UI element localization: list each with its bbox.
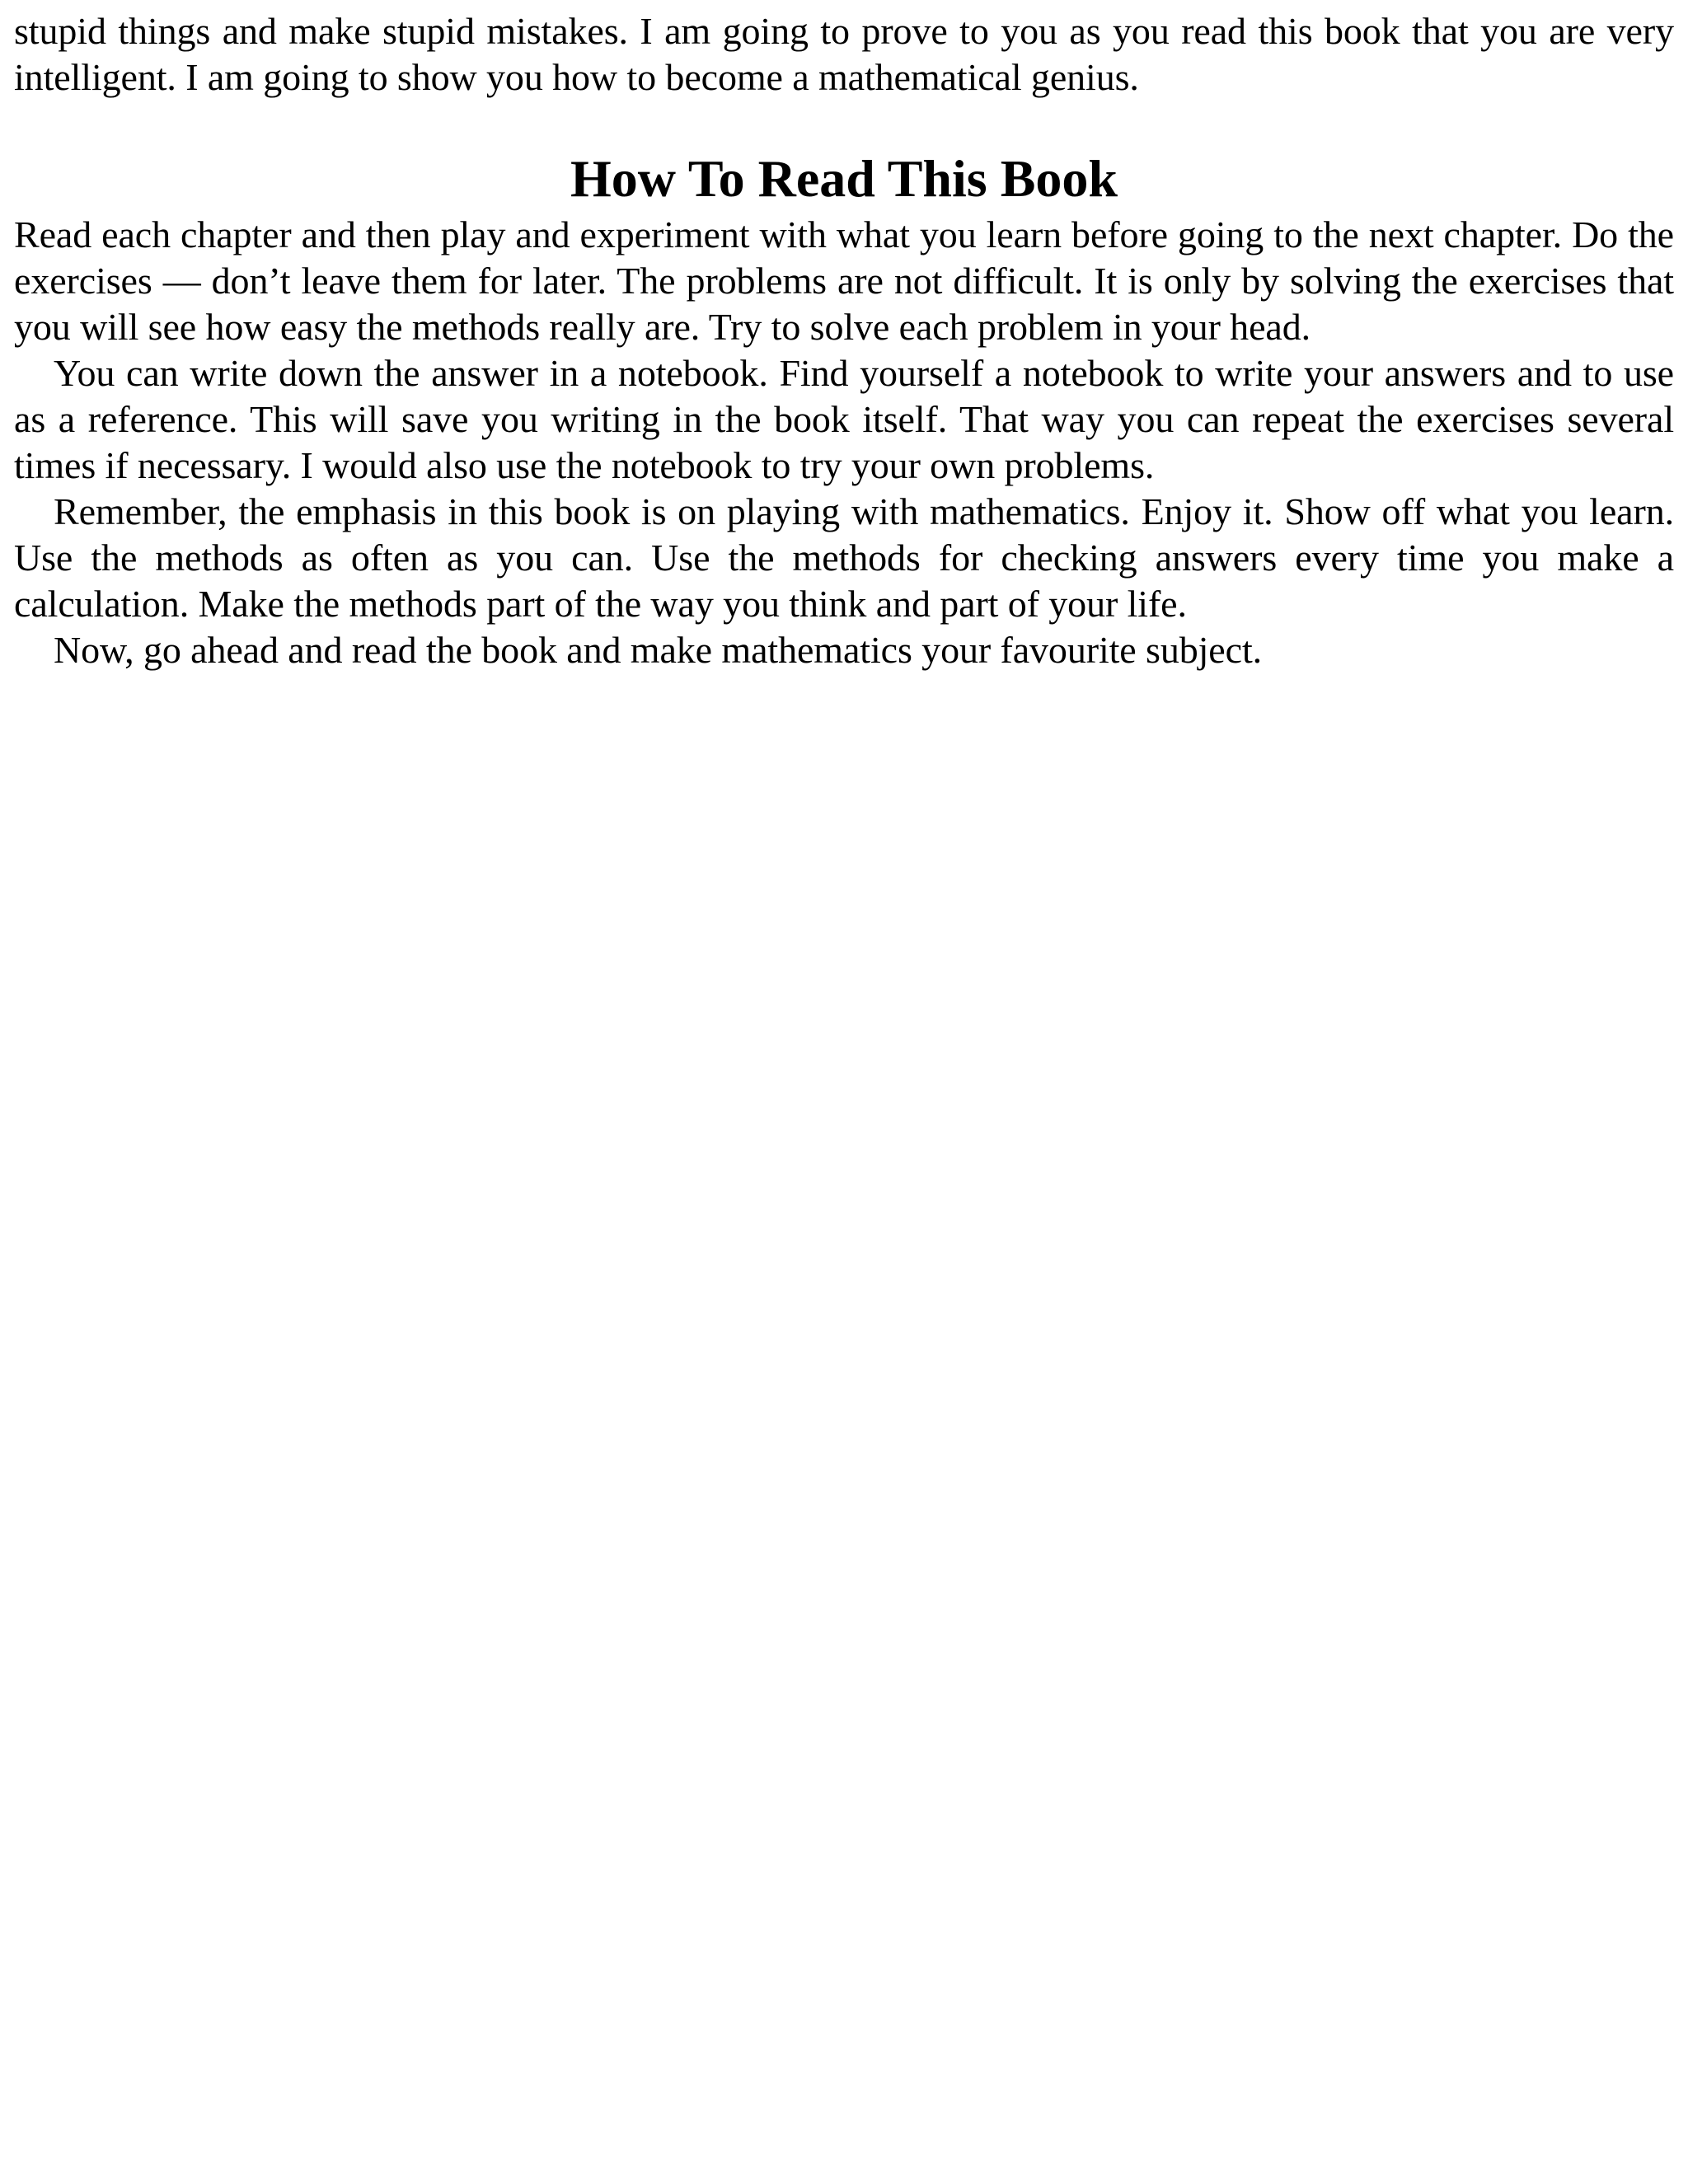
section-paragraph-2: You can write down the answer in a notebook. Find yourself a notebook to write your answers and to use as a reference. This will save you writing in the book itself. That way you can repeat the exercises several times if necessary. I would also use the notebook to try your own problems. (14, 352, 1674, 486)
section-heading: How To Read This Book (570, 149, 1118, 208)
document-page (14, 8, 1674, 673)
opening-paragraph: stupid things and make stupid mistakes. I am going to prove to you as you read this book that you are very intelligent. I am going to show you how to become a mathematical genius. (14, 10, 1674, 98)
section-paragraph-3: Remember, the emphasis in this book is on playing with mathematics. Enjoy it. Show off what you learn. Use the methods as often as you can. Use the methods for checking answers every time you make a calculation. Make the methods part of the way you think and part of your life. (14, 490, 1674, 625)
section-paragraph-1: Read each chapter and then play and experiment with what you learn before going to the next chapter. Do the exercises — don’t leave them for later. The problems are not difficult. It is only by solving the exercises that you will see how easy the methods really are. Try to solve each problem in your head. (14, 213, 1674, 348)
section-paragraph-4: Now, go ahead and read the book and make mathematics your favourite subject. (54, 629, 1263, 671)
